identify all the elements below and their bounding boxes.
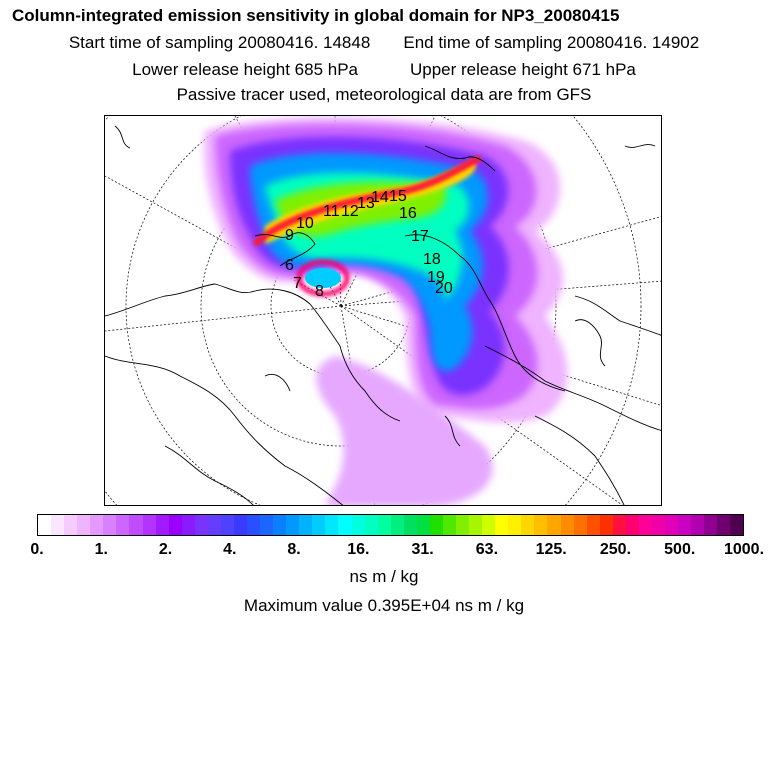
- hour-label: 15: [389, 188, 407, 205]
- color-scale-cell: [169, 515, 182, 535]
- hour-label: 14: [371, 189, 389, 206]
- end-time-label: End time of sampling 20080416. 14902: [403, 33, 700, 52]
- color-scale-cell: [561, 515, 574, 535]
- color-scale-cell: [221, 515, 234, 535]
- color-scale-cell: [378, 515, 391, 535]
- color-scale-cell: [678, 515, 691, 535]
- color-scale-cell: [64, 515, 77, 535]
- color-scale-cell: [391, 515, 404, 535]
- color-scale-tick: 250.: [599, 541, 632, 558]
- color-scale-cell: [156, 515, 169, 535]
- color-scale-cell: [195, 515, 208, 535]
- color-scale-cell: [352, 515, 365, 535]
- color-scale-cell: [182, 515, 195, 535]
- hour-label: 16: [399, 205, 417, 222]
- color-scale-cell: [286, 515, 299, 535]
- hour-label: 12: [341, 203, 359, 220]
- color-scale-tick: 500.: [664, 541, 696, 558]
- color-scale-cell: [547, 515, 560, 535]
- color-scale-tick: 1.: [94, 541, 108, 558]
- color-scale-tick: 1000.: [723, 541, 765, 558]
- color-scale-tick: 16.: [347, 541, 370, 558]
- color-scale-cell: [600, 515, 613, 535]
- color-scale-cell: [312, 515, 325, 535]
- color-scale-cell: [234, 515, 247, 535]
- color-scale-cell: [273, 515, 286, 535]
- upper-release-label: Upper release height 671 hPa: [409, 60, 636, 79]
- hour-label: 18: [423, 251, 441, 268]
- hour-label: 17: [411, 228, 429, 245]
- color-scale-cell: [521, 515, 534, 535]
- hour-label: 19: [427, 269, 445, 286]
- tracer-note: Passive tracer used, meteorological data are from GFS: [176, 85, 592, 104]
- release-heights: [0, 60, 768, 80]
- color-scale-cell: [417, 515, 430, 535]
- color-scale-tick: 4.: [223, 541, 237, 558]
- color-scale-cell: [116, 515, 129, 535]
- color-scale: [37, 514, 744, 536]
- color-scale-cell: [534, 515, 547, 535]
- color-scale-cell: [90, 515, 103, 535]
- color-scale-cell: [208, 515, 221, 535]
- color-scale-tick: 8.: [287, 541, 301, 558]
- hour-label: 13: [357, 195, 375, 212]
- map-canvas: [105, 116, 662, 506]
- hour-label: 7: [293, 275, 302, 292]
- color-scale-cell: [143, 515, 156, 535]
- color-scale-cell: [430, 515, 443, 535]
- color-scale-tick: 125.: [535, 541, 567, 558]
- color-scale-tick: 0.: [30, 541, 44, 558]
- color-scale-cell: [652, 515, 665, 535]
- color-scale-cell: [129, 515, 142, 535]
- hour-label: 8: [315, 283, 324, 300]
- color-scale-cell: [639, 515, 652, 535]
- color-scale-cell: [613, 515, 626, 535]
- color-scale-cell: [574, 515, 587, 535]
- hour-label: 10: [296, 215, 314, 232]
- color-scale-cell: [299, 515, 312, 535]
- hour-label: 6: [285, 257, 294, 274]
- color-scale-cell: [626, 515, 639, 535]
- color-scale-cell: [325, 515, 338, 535]
- color-scale-cell: [691, 515, 704, 535]
- color-scale-cell: [404, 515, 417, 535]
- color-scale-tick: 63.: [475, 541, 499, 558]
- start-time-label: Start time of sampling 20080416. 14848: [68, 33, 371, 52]
- color-scale-cell: [365, 515, 378, 535]
- color-scale-cell: [260, 515, 273, 535]
- color-scale-cell: [77, 515, 90, 535]
- color-scale-cell: [704, 515, 717, 535]
- color-scale-cell: [103, 515, 116, 535]
- lower-release-label: Lower release height 685 hPa: [132, 60, 359, 79]
- color-scale-cell: [730, 515, 743, 535]
- color-scale-cell: [51, 515, 64, 535]
- hour-label: 11: [323, 203, 340, 220]
- color-scale-tick: 31.: [411, 541, 434, 558]
- map-title: Column-integrated emission sensitivity in global domain for NP3_20080415: [12, 6, 620, 25]
- color-scale-cell: [247, 515, 260, 535]
- color-scale-cell: [469, 515, 482, 535]
- hour-label: 9: [285, 227, 294, 244]
- hour-label: 20: [435, 280, 453, 297]
- sampling-times: [0, 33, 768, 53]
- color-scale-cell: [717, 515, 730, 535]
- color-scale-cell: [38, 515, 51, 535]
- color-scale-tick: 2.: [158, 541, 173, 558]
- color-scale-cell: [495, 515, 508, 535]
- color-scale-cell: [482, 515, 495, 535]
- color-scale-cell: [587, 515, 600, 535]
- maximum-value-label: Maximum value 0.395E+04 ns m / kg: [243, 596, 525, 615]
- sensitivity-map: [104, 115, 662, 506]
- units-label: ns m / kg: [349, 567, 419, 586]
- sensitivity-field: [204, 117, 567, 506]
- color-scale-cell: [665, 515, 678, 535]
- color-scale-ticks: [0, 541, 768, 561]
- color-scale-cell: [456, 515, 469, 535]
- color-scale-cell: [338, 515, 351, 535]
- color-scale-cell: [508, 515, 521, 535]
- color-scale-cell: [443, 515, 456, 535]
